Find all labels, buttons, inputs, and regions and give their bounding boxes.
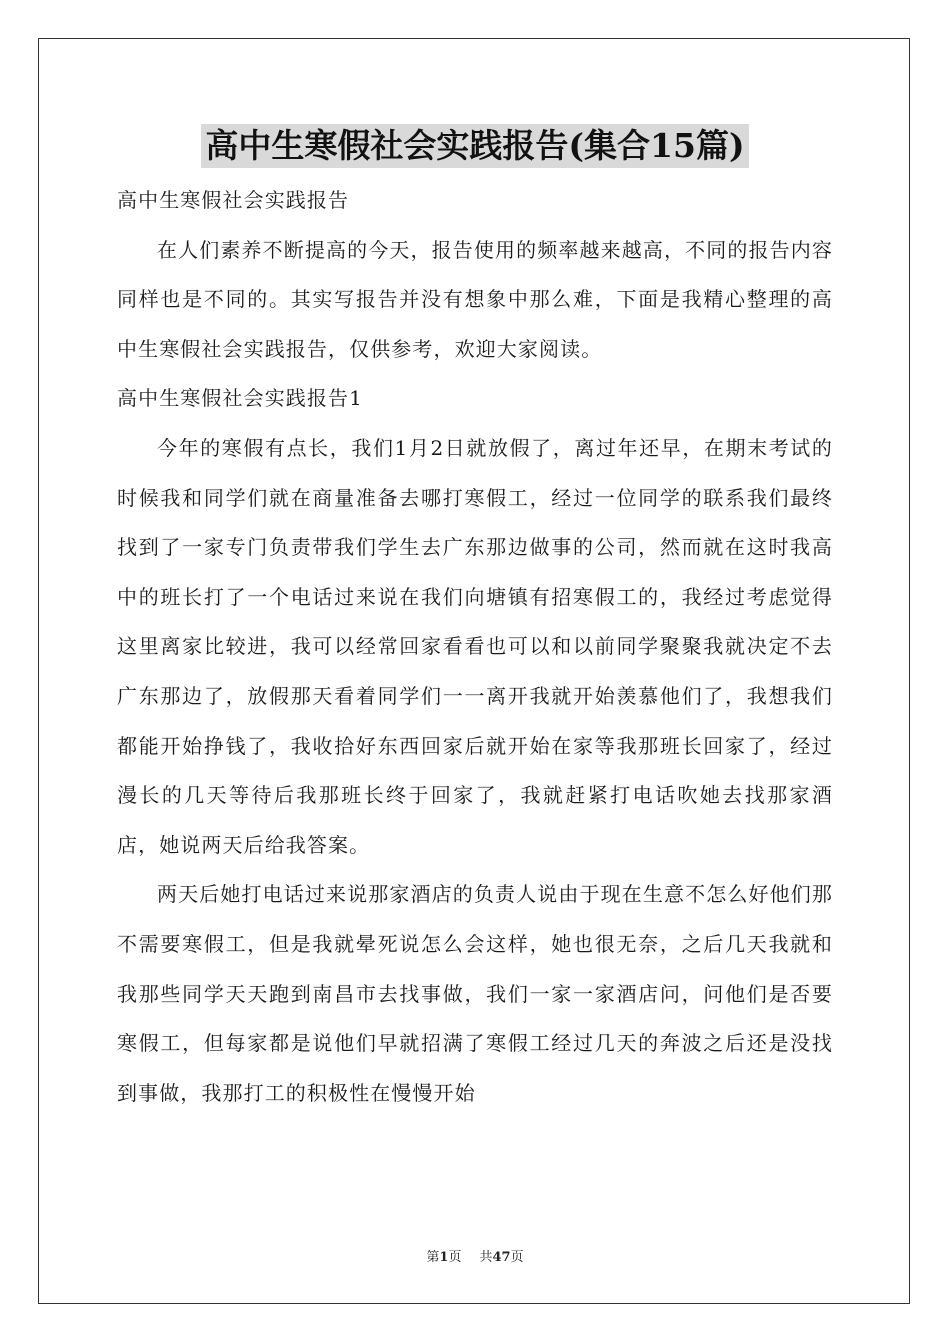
page-total: 47 bbox=[492, 1250, 511, 1265]
page-suffix: 页 bbox=[448, 1250, 462, 1265]
page-prefix: 第 bbox=[426, 1250, 440, 1265]
page-footer bbox=[0, 1246, 950, 1265]
document-title: 高中生寒假社会实践报告(集合15篇) bbox=[201, 124, 748, 168]
body-paragraph: 两天后她打电话过来说那家酒店的负责人说由于现在生意不怎么好他们那不需要寒假工，但是我就晕死说怎么会这样，她也很无奈，之后几天我就和我那些同学天天跑到南昌市去找事做，我们一家一家酒店问，问他们是否要寒假工，但每家都是说他们早就招满了寒假工经过几天的奔波之后还是没找到事做，我那打工的积极性在慢慢开始 bbox=[117, 882, 833, 1105]
title-container bbox=[0, 124, 950, 168]
document-body bbox=[117, 176, 833, 1118]
section-heading: 高中生寒假社会实践报告 bbox=[117, 188, 350, 212]
total-suffix: 页 bbox=[510, 1250, 524, 1265]
total-prefix: 共 bbox=[479, 1250, 493, 1265]
body-paragraph: 今年的寒假有点长，我们1月2日就放假了，离过年还早，在期末考试的时候我和同学们就在商量准备去哪打寒假工，经过一位同学的联系我们最终找到了一家专门负责带我们学生去广东那边做事的公司，然而就在这时我高中的班长打了一个电话过来说在我们向塘镇有招寒假工的，我经过考虑觉得这里离家比较进，我可以经常回家看看也可以和以前同学聚聚我就决定不去广东那边了，放假那天看着同学们一一离开我就开始羡慕他们了，我想我们都能开始挣钱了，我收拾好东西回家后就开始在家等我那班长回家了，经过漫长的几天等待后我那班长终于回家了，我就赶紧打电话吹她去找那家酒店，她说两天后给我答案。 bbox=[117, 435, 833, 857]
section-heading: 高中生寒假社会实践报告1 bbox=[117, 386, 363, 411]
body-paragraph: 在人们素养不断提高的今天，报告使用的频率越来越高，不同的报告内容同样也是不同的。其实写报告并没有想象中那么难，下面是我精心整理的高中生寒假社会实践报告，仅供参考，欢迎大家阅读。 bbox=[117, 237, 833, 361]
page-current: 1 bbox=[439, 1250, 449, 1265]
